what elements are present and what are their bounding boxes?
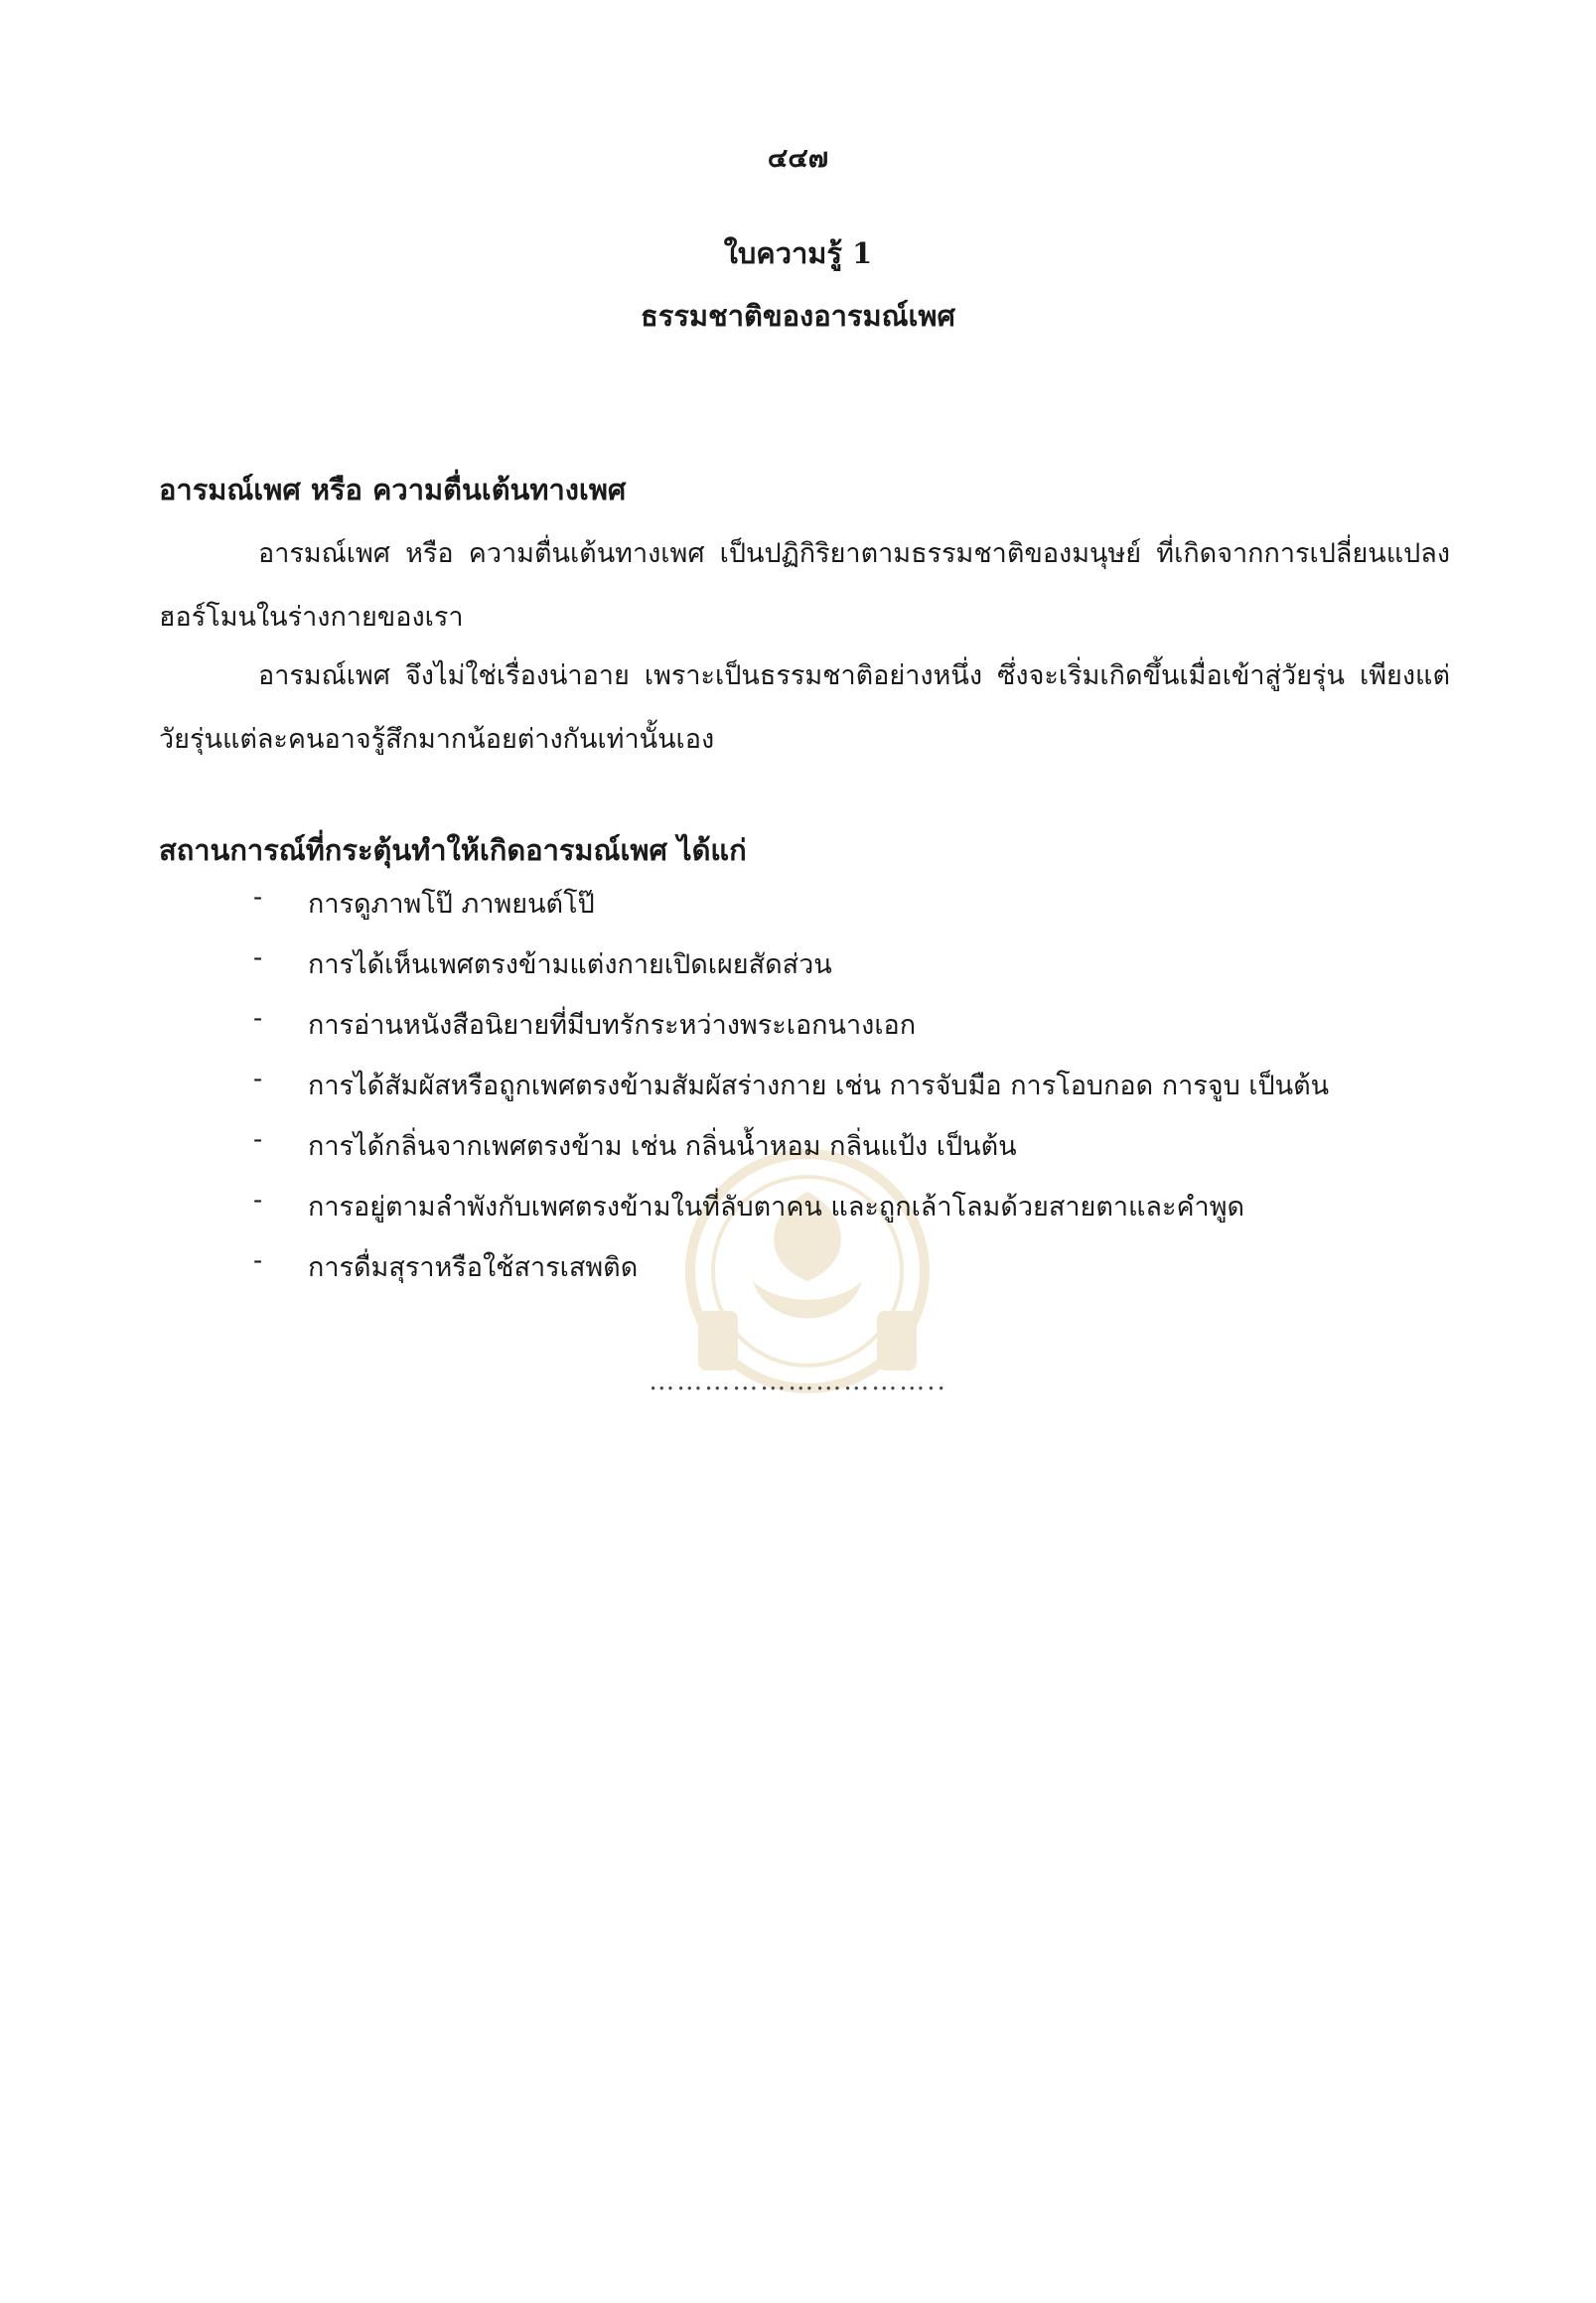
paragraph-definition: อารมณ์เพศ หรือ ความตื่นเต้นทางเพศ เป็นปฏิกิริยาตามธรรมชาติของมนุษย์ ที่เกิดจากการเปลี่ยนแปลงฮอร์โมนในร่างกายของเรา — [159, 538, 1450, 633]
trigger-list — [253, 882, 1329, 1306]
list-item-text: การได้กลิ่นจากเพศตรงข้าม เช่น กลิ่นน้ำหอม กลิ่นแป้ง เป็นต้น — [308, 1131, 1017, 1162]
list-item — [253, 942, 1329, 1003]
list-item — [253, 1003, 1329, 1064]
list-item — [253, 1185, 1329, 1245]
document-title: ใบความรู้ 1 — [723, 236, 873, 270]
list-bullet: - — [253, 1003, 263, 1034]
list-item-text: การดูภาพโป๊ ภาพยนต์โป๊ — [308, 889, 595, 920]
document-subtitle: ธรรมชาติของอารมณ์เพศ — [641, 299, 955, 333]
section-heading-triggers: สถานการณ์ที่กระตุ้นทำให้เกิดอารมณ์เพศ ได้แก่ — [159, 833, 747, 867]
list-item — [253, 1124, 1329, 1185]
page-number: ๔๔๗ — [767, 143, 829, 174]
list-item — [253, 1245, 1329, 1306]
list-bullet: - — [253, 1245, 263, 1276]
list-bullet: - — [253, 1185, 263, 1216]
end-of-content-marker: ………………………….. — [649, 1367, 947, 1396]
list-bullet: - — [253, 1064, 263, 1094]
list-item-text: การอ่านหนังสือนิยายที่มีบทรักระหว่างพระเอกนางเอก — [308, 1010, 917, 1041]
list-bullet: - — [253, 882, 263, 913]
paragraph-not-shameful: อารมณ์เพศ จึงไม่ใช่เรื่องน่าอาย เพราะเป็นธรรมชาติอย่างหนึ่ง ซึ่งจะเริ่มเกิดขึ้นเมื่อเข้าสู่วัยรุ่น เพียงแต่วัยรุ่นแต่ละคนอาจรู้สึกมากน้อยต่างกันเท่านั้นเอง — [159, 660, 1450, 755]
list-item-text: การอยู่ตามลำพังกับเพศตรงข้ามในที่ลับตาคน และถูกเล้าโลมด้วยสายตาและคำพูด — [308, 1192, 1245, 1223]
section-heading-sexual-arousal: อารมณ์เพศ หรือ ความตื่นเต้นทางเพศ — [159, 473, 627, 506]
list-item — [253, 882, 1329, 942]
list-item — [253, 1064, 1329, 1124]
list-bullet: - — [253, 1124, 263, 1155]
list-bullet: - — [253, 942, 263, 973]
list-item-text: การได้สัมผัสหรือถูกเพศตรงข้ามสัมผัสร่างกาย เช่น การจับมือ การโอบกอด การจูบ เป็นต้น — [308, 1071, 1330, 1101]
list-item-text: การได้เห็นเพศตรงข้ามแต่งกายเปิดเผยสัดส่วน — [308, 949, 832, 980]
list-item-text: การดื่มสุราหรือใช้สารเสพติด — [308, 1252, 639, 1283]
